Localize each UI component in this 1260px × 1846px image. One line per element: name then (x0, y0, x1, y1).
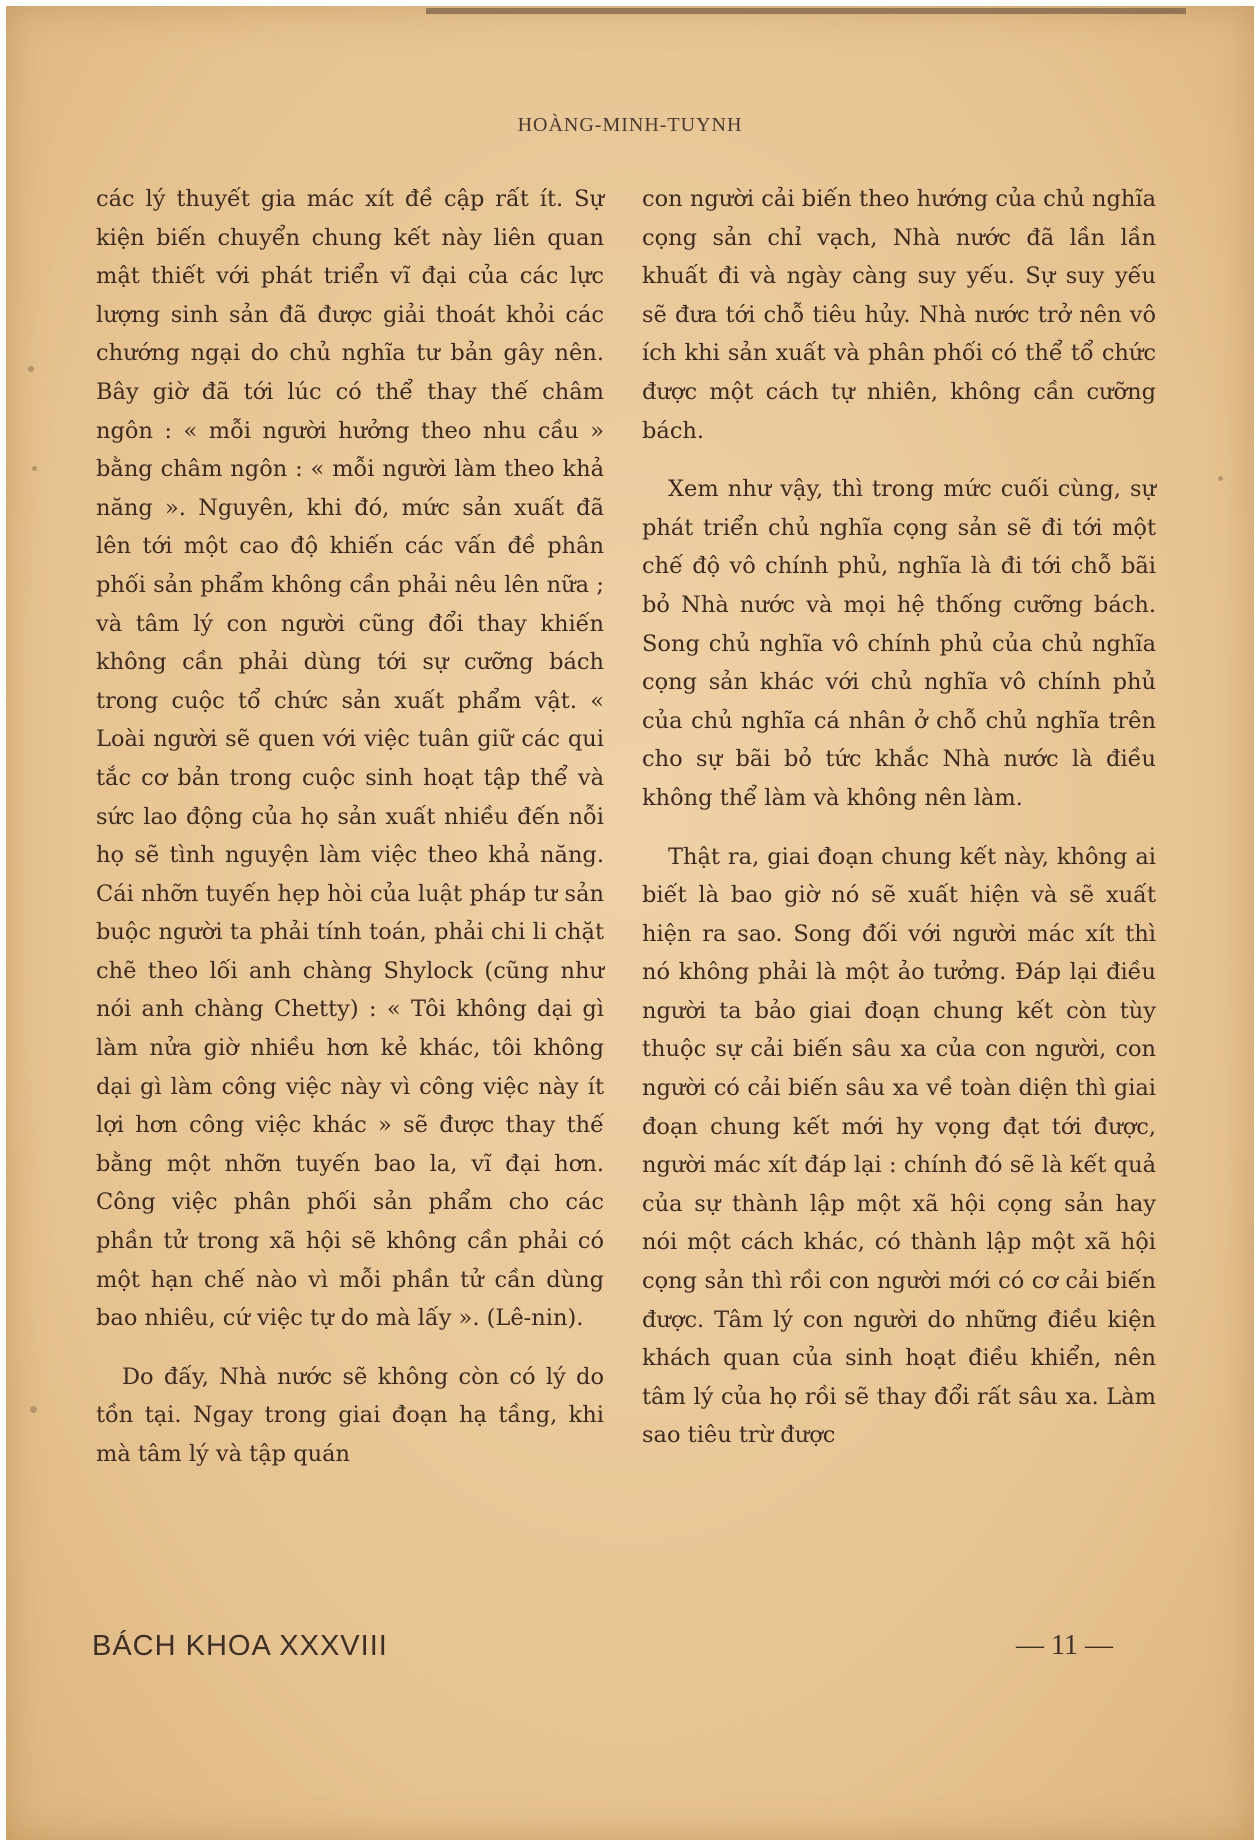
paper-speck (28, 366, 34, 372)
paper-speck (32, 466, 37, 471)
paper-speck (30, 1406, 37, 1413)
right-paragraph-1: con người cải biến theo hướng của chủ nghĩa cọng sản chỉ vạch, Nhà nước đã lần lần khuất đi và ngày càng suy yếu. Sự suy yếu sẽ đưa tới chỗ tiêu hủy. Nhà nước trở nên vô ích khi sản xuất và phân phối có thể tổ chức được một cách tự nhiên, không cần cưỡng bách. (642, 186, 1156, 444)
journal-footer: BÁCH KHOA XXXVIII (92, 1630, 388, 1662)
top-edge-shadow (426, 8, 1186, 14)
left-paragraph-2: Do đấy, Nhà nước sẽ không còn có lý do tồn tại. Ngay trong giai đoạn hạ tầng, khi mà tâm lý và tập quán (96, 1363, 604, 1467)
right-paragraph-3: Thật ra, giai đoạn chung kết này, không ai biết là bao giờ nó sẽ xuất hiện và sẽ xuất hiện ra sao. Song đối với người mác xít thì nó không phải là một ảo tưởng. Đáp lại điều người ta bảo giai đoạn chung kết còn tùy thuộc sự cải biến sâu xa của con người, con người có cải biến sâu xa về toàn diện thì giai đoạn chung kết mới hy vọng đạt tới được, người mác xít đáp lại : chính đó sẽ là kết quả của sự thành lập một xã hội cọng sản hay nói một cách khác, có thành lập một xã hội cọng sản thì rồi con người mới có cơ cải biến được. Tâm lý con người do những điều kiện khách quan của sinh hoạt điều khiển, nên tâm lý của họ rồi sẽ thay đổi rất sâu xa. Làm sao tiêu trừ được (642, 843, 1156, 1449)
right-column (642, 180, 1156, 1475)
left-paragraph-1: các lý thuyết gia mác xít đề cập rất ít. Sự kiện biến chuyển chung kết này liên quan mật thiết với phát triển vĩ đại của các lực lượng sinh sản đã được giải thoát khỏi các chướng ngại do chủ nghĩa tư bản gây nên. Bây giờ đã tới lúc có thể thay thế châm ngôn : « mỗi người hưởng theo nhu cầu » bằng châm ngôn : « mỗi người làm theo khả năng ». Nguyên, khi đó, mức sản xuất đã lên tới một cao độ khiến các vấn đề phân phối sản phẩm không cần phải nêu lên nữa ; và tâm lý con người cũng đổi thay khiến không cần phải dùng tới sự cưỡng bách trong cuộc tổ chức sản xuất phẩm vật. « Loài người sẽ quen với việc tuân giữ các qui tắc cơ bản trong cuộc sinh hoạt tập thể và sức lao động của họ sản xuất nhiều đến nỗi họ sẽ tình nguyện làm việc theo khả năng. Cái nhỡn tuyến hẹp hòi của luật pháp tư sản buộc người ta phải tính toán, phải chi li chặt chẽ theo lối anh chàng Shylock (cũng như nói anh chàng Chetty) : « Tôi không dại gì làm nửa giờ nhiều hơn kẻ khác, tôi không dại gì làm công việc này vì công việc này ít lợi hơn công việc khác » sẽ được thay thế bằng một nhỡn tuyến bao la, vĩ đại hơn. Công việc phân phối sản phẩm cho các phần tử trong xã hội sẽ không cần phải có một hạn chế nào vì mỗi phần tử cần dùng bao nhiêu, cứ việc tự do mà lấy ». (Lê-nin). (96, 186, 604, 1332)
left-column (96, 180, 604, 1494)
paper-speck (1218, 476, 1223, 481)
page-number: — 11 — (1016, 1630, 1113, 1661)
running-header: HOÀNG-MINH-TUYNH (517, 114, 743, 136)
right-paragraph-2: Xem như vậy, thì trong mức cuối cùng, sự phát triển chủ nghĩa cọng sản sẽ đi tới một chế độ vô chính phủ, nghĩa là đi tới chỗ bãi bỏ Nhà nước và mọi hệ thống cưỡng bách. Song chủ nghĩa vô chính phủ của chủ nghĩa cọng sản khác với chủ nghĩa vô chính phủ của chủ nghĩa cá nhân ở chỗ chủ nghĩa trên cho sự bãi bỏ tức khắc Nhà nước là điều không thể làm và không nên làm. (642, 476, 1156, 811)
document-page (6, 6, 1254, 1840)
